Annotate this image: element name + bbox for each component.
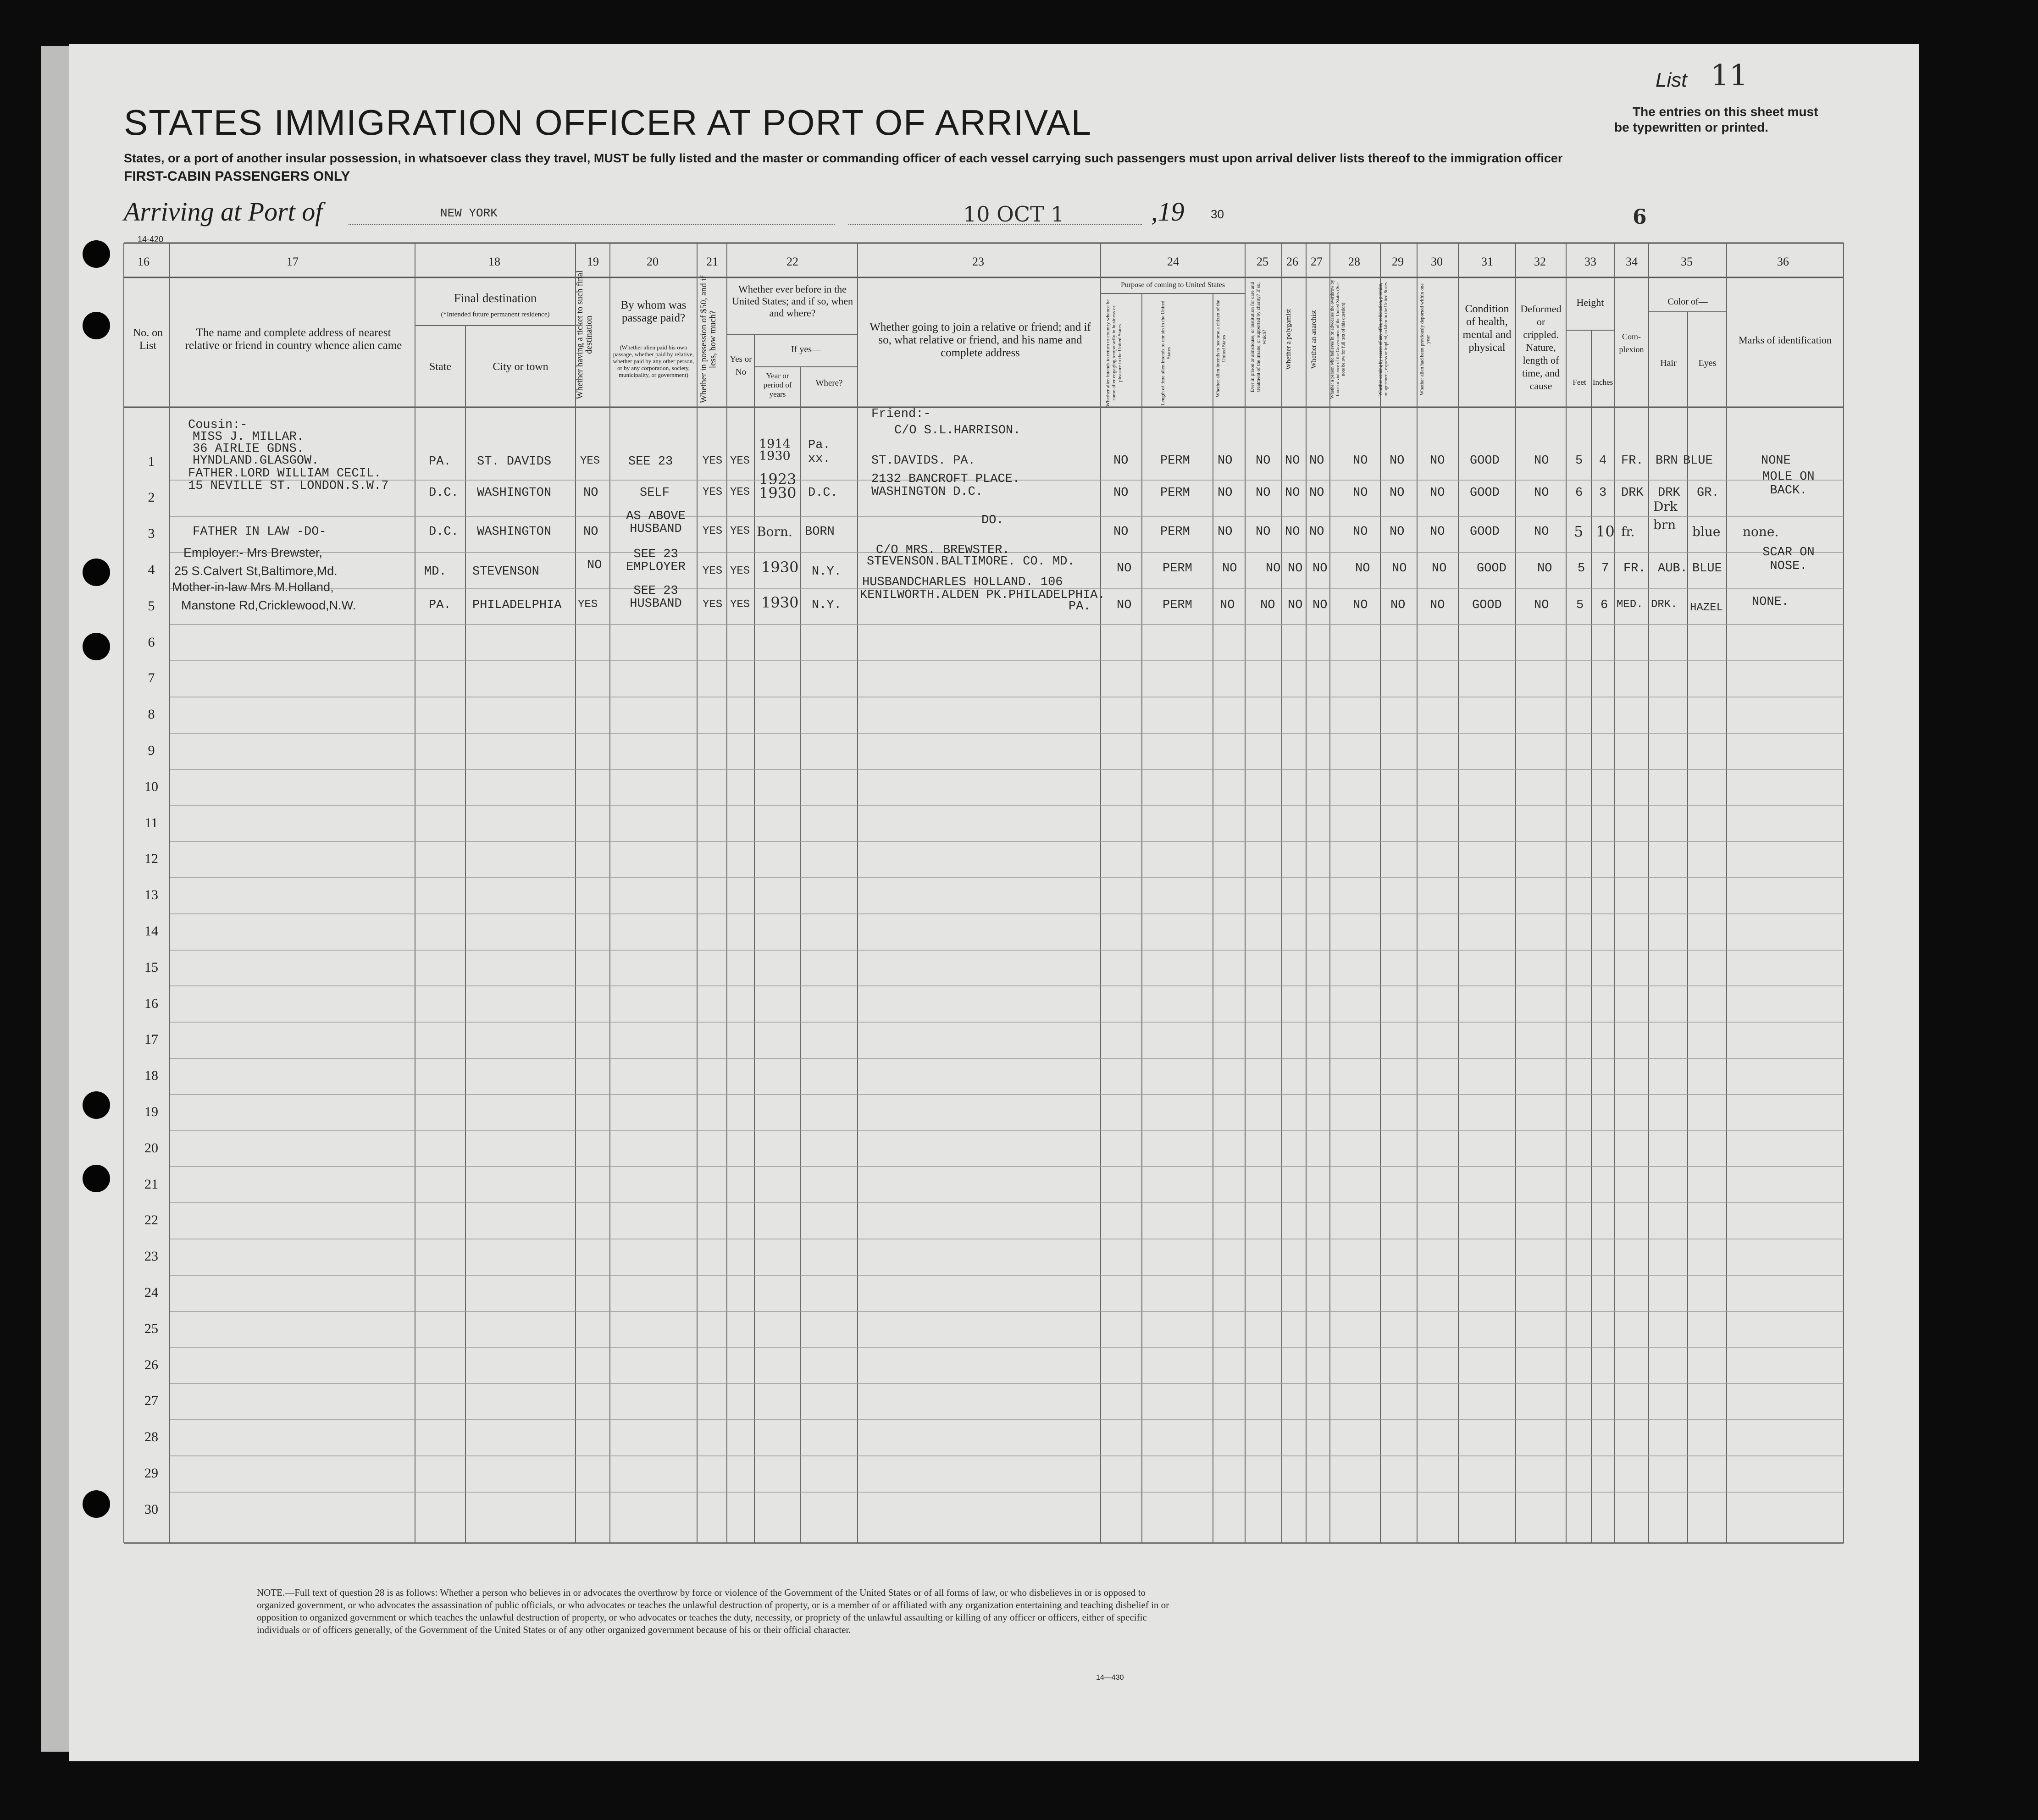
- entry-2-relative-line: FATHER.LORD WILLIAM CECIL.: [188, 467, 382, 481]
- row-number: 28: [144, 1429, 158, 1444]
- column-number: 25: [1257, 255, 1268, 268]
- entry-2-before: YES: [730, 486, 750, 498]
- entry-1-eyes: BLUE: [1683, 454, 1713, 468]
- entry-3-length: PERM: [1160, 525, 1190, 539]
- entry-4-prison: NO: [1266, 562, 1281, 575]
- entry-4-complexion: FR.: [1623, 562, 1646, 575]
- entry-3-relative-line: FATHER IN LAW -DO-: [193, 525, 327, 539]
- entry-1-city: ST. DAVIDS: [477, 455, 552, 469]
- column-number: 32: [1534, 255, 1546, 268]
- entry-3-polygamist: NO: [1285, 525, 1300, 539]
- column-number: 17: [287, 255, 299, 268]
- row-number: 9: [148, 743, 155, 758]
- entry-1-before: YES: [730, 455, 750, 467]
- row-number: 25: [144, 1321, 158, 1336]
- row-number: 15: [144, 960, 158, 975]
- column-number: 35: [1681, 255, 1693, 268]
- header-joining: Whether going to join a relative or friend; and if so, what relative or friend, and his name and complete address: [869, 321, 1091, 359]
- entry-4-anarchist: NO: [1313, 562, 1328, 575]
- header-complexion: Com-plexion: [1619, 332, 1644, 354]
- arrival-date: 10 OCT 1: [963, 202, 1064, 227]
- header-if-yes: If yes—: [791, 344, 821, 354]
- entry-1-complexion: FR.: [1621, 454, 1644, 468]
- entry-5-years: 1930: [761, 594, 799, 611]
- entry-2-deformed: NO: [1534, 486, 1549, 500]
- entry-5-citizen: NO: [1220, 598, 1235, 612]
- entry-4-joining-line: C/O MRS. BREWSTER.: [876, 543, 1010, 557]
- column-number: 26: [1286, 255, 1298, 268]
- entry-1-feet: 5: [1575, 454, 1583, 468]
- page-title: STATES IMMIGRATION OFFICER AT PORT OF ARRIVAL: [124, 102, 1092, 143]
- entry-5-city: PHILADELPHIA: [472, 598, 562, 612]
- row-number: 17: [144, 1032, 158, 1047]
- entry-5-ticket: YES: [578, 598, 598, 611]
- header-hair: Hair: [1660, 358, 1677, 368]
- column-number: 24: [1167, 255, 1179, 268]
- entry-1-deformed: NO: [1534, 454, 1549, 468]
- entry-4-inches: 7: [1601, 562, 1609, 575]
- column-number: 16: [138, 255, 150, 268]
- entry-2-state: D.C.: [429, 486, 459, 500]
- entry-2-marks: MOLE ON BACK.: [1762, 470, 1815, 498]
- entry-2-feet: 6: [1575, 486, 1583, 500]
- entry-4-years: 1930: [761, 559, 799, 576]
- column-number: 33: [1584, 255, 1596, 268]
- entry-1-deported: NO: [1430, 454, 1445, 468]
- entry-5-relative-line: Manstone Rd,Cricklewood,N.W.: [181, 598, 356, 612]
- entry-5-contract: NO: [1390, 598, 1406, 612]
- entry-3-deported: NO: [1430, 525, 1445, 539]
- entry-5-deported: NO: [1430, 598, 1445, 612]
- entry-5-hair: DRK.: [1651, 598, 1678, 611]
- corner-stamp: 14-420: [138, 235, 164, 244]
- entry-1-ticket: YES: [580, 455, 600, 467]
- header-final-destination: Final destination: [454, 291, 537, 305]
- row-number: 8: [148, 707, 155, 722]
- header-contract-labor: Whether coming by reason of any offer, solicitation, promise, or agreement, express or implied, to labor in the United States: [1378, 282, 1389, 397]
- class-label: FIRST-CABIN PASSENGERS ONLY: [124, 169, 350, 184]
- row-number: 13: [144, 887, 158, 902]
- header-where: Where?: [815, 378, 843, 388]
- entry-2-polygamist: NO: [1285, 486, 1300, 500]
- entry-4-health: GOOD: [1477, 562, 1506, 575]
- entry-4-polygamist: NO: [1288, 562, 1303, 575]
- header-eyes: Eyes: [1698, 358, 1717, 368]
- header-marks: Marks of identification: [1739, 334, 1832, 346]
- entry-3-joining-line: DO.: [981, 514, 1004, 527]
- entry-3-state: D.C.: [429, 525, 459, 539]
- entry-2-health: GOOD: [1470, 486, 1500, 500]
- column-number: 18: [488, 255, 500, 268]
- entry-3-prison: NO: [1256, 525, 1271, 539]
- row-number: 14: [144, 924, 158, 939]
- header-color-of: Color of—: [1667, 297, 1708, 307]
- row-number: 5: [148, 598, 155, 614]
- header-passage-paid: By whom was passage paid?: [620, 299, 687, 324]
- entry-1-joining-line: C/O S.L.HARRISON.: [894, 424, 1021, 437]
- entry-4-contract: NO: [1392, 562, 1407, 575]
- header-deformed: Deformed or crippled. Nature, length of time, and cause: [1520, 303, 1562, 392]
- entry-1-polygamist: NO: [1285, 454, 1300, 468]
- entry-3-inches: 10: [1596, 523, 1615, 540]
- column-number: 27: [1311, 255, 1323, 268]
- entry-1-return: NO: [1113, 454, 1129, 468]
- entry-2-prison: NO: [1256, 486, 1271, 500]
- entry-4-hair: AUB.: [1658, 562, 1688, 575]
- entry-4-feet: 5: [1578, 562, 1585, 575]
- entry-4-eyes: BLUE: [1692, 562, 1722, 575]
- entry-2-relative-line: 15 NEVILLE ST. LONDON.S.W.7: [188, 479, 389, 493]
- header-purpose-b: Length of time alien intends to remain in the United States: [1160, 300, 1172, 406]
- header-height: Height: [1576, 297, 1604, 308]
- entry-5-feet: 5: [1576, 598, 1584, 612]
- header-feet: Feet: [1573, 378, 1586, 387]
- header-purpose-a: Whether alien intends to return to country whence he came after engaging temporarily in business or pleasure in the United States: [1105, 299, 1123, 407]
- typed-notice-2: be typewritten or printed.: [1614, 120, 1769, 134]
- column-number: 21: [706, 255, 718, 268]
- entry-3-citizen: NO: [1218, 525, 1233, 539]
- entry-4-deformed: NO: [1537, 562, 1552, 575]
- entry-1-hair: BRN: [1656, 454, 1678, 468]
- typed-notice-1: The entries on this sheet must: [1633, 105, 1818, 119]
- header-purpose: Purpose of coming to United States: [1120, 281, 1225, 289]
- entry-2-ticket: NO: [583, 486, 598, 500]
- entry-4-before: YES: [730, 565, 750, 577]
- entry-2-complexion: DRK: [1621, 486, 1644, 500]
- header-overthrow: Whether a person who believes in or advocates the overthrow by force or violence of the Government of the United States (See note below for full text of this question): [1330, 280, 1346, 399]
- column-number: 30: [1431, 255, 1443, 268]
- column-number: 28: [1348, 255, 1360, 268]
- entry-2-has50: YES: [703, 486, 723, 498]
- row-number: 7: [148, 670, 155, 686]
- entry-5-inches: 6: [1600, 598, 1608, 612]
- entry-1-marks: NONE: [1761, 454, 1791, 468]
- entry-5-polygamist: NO: [1288, 598, 1303, 612]
- column-number: 31: [1481, 255, 1493, 268]
- row-number: 24: [144, 1285, 158, 1300]
- footer-note: NOTE.—Full text of question 28 is as follows: Whether a person who believes in or advocates the overthrow by force or violence of the Government of the United States or of all forms of law, or who disbelieves in or is opposed to organized government, or who advocates the assassination of public officials, or who advocates or teaches the unlawful destruction of property, or is a member of or affiliated with any organization entertaining and teaching disbelief in or opposition to organized government or which teaches the unlawful destruction of property, or who advocates or teaches the duty, necessity, or propriety of the unlawful assaulting or killing of any officer or officers, either of specific individuals or of officers generally, of the Government of the United States or of any other organized government because of his or their official character.: [257, 1587, 1169, 1635]
- header-polygamist: Whether a polygamist: [1285, 309, 1292, 370]
- header-passage-note: (Whether alien paid his own passage, whether paid by relative, whether paid by any other person, or by any corporation, society, municipality, or government): [613, 344, 694, 378]
- header-purpose-c: Whether alien intends to become a citizen of the United States: [1215, 299, 1227, 398]
- entry-4-city: STEVENSON: [472, 565, 539, 579]
- entry-2-contract: NO: [1390, 486, 1405, 500]
- row-number: 21: [144, 1177, 158, 1192]
- entry-3-deformed: NO: [1534, 525, 1549, 539]
- entry-2-city: WASHINGTON: [477, 486, 552, 500]
- entry-2-years: 1923 1930: [759, 470, 797, 502]
- entry-5-marks: NONE.: [1752, 595, 1789, 609]
- row-number: 30: [144, 1502, 158, 1517]
- entry-3-eyes: blue: [1692, 524, 1721, 539]
- entry-5-joining-line: HUSBANDCHARLES HOLLAND. 106: [862, 575, 1063, 589]
- header-year-period: Year or period of years: [763, 371, 792, 398]
- column-number: 22: [786, 255, 798, 268]
- entry-1-inches: 4: [1599, 454, 1607, 468]
- row-number: 12: [144, 851, 158, 866]
- sheet-number: 6: [1633, 205, 1647, 229]
- column-number: 29: [1392, 255, 1404, 268]
- row-number: 3: [148, 526, 155, 541]
- entry-5-has50: YES: [703, 598, 723, 611]
- entry-5-deformed: NO: [1534, 598, 1549, 612]
- entry-5-eyes: HAZEL: [1690, 602, 1723, 614]
- entry-5-state: PA.: [429, 598, 451, 612]
- header-nearest-relative: The name and complete address of nearest relative or friend in country whence alien came: [185, 326, 402, 352]
- entry-4-relative-line: Employer:- Mrs Brewster,: [183, 546, 323, 559]
- header-ticket: Whether having a ticket to such final destination: [575, 270, 594, 399]
- entry-4-relative-line: 25 S.Calvert St,Baltimore,Md.: [174, 564, 338, 578]
- header-city: City or town: [493, 361, 548, 373]
- row-number: 2: [148, 490, 155, 505]
- row-number: 29: [144, 1466, 158, 1481]
- column-number: 36: [1777, 255, 1789, 268]
- column-number: 23: [972, 255, 984, 268]
- entry-2-deported: NO: [1430, 486, 1445, 500]
- entry-5-anarchist: NO: [1313, 598, 1328, 612]
- entry-5-joining-line: PA.: [1069, 600, 1091, 614]
- row-number: 18: [144, 1068, 158, 1083]
- entry-4-citizen: NO: [1222, 562, 1237, 575]
- entry-2-return: NO: [1113, 486, 1129, 500]
- header-anarchist: Whether an anarchist: [1310, 310, 1318, 369]
- entry-1-paid: SEE 23: [628, 455, 673, 469]
- arriving-label: Arriving at Port of: [124, 197, 323, 227]
- entry-3-paid: AS ABOVE HUSBAND: [626, 509, 686, 536]
- entry-5-prison: NO: [1260, 598, 1275, 612]
- entry-1-state: PA.: [429, 455, 451, 469]
- entry-5-relative-line: Mother-in-law Mrs M.Holland,: [172, 580, 334, 594]
- entry-4-has50: YES: [703, 565, 723, 577]
- entry-1-relative-line: Cousin:-: [188, 418, 248, 432]
- entry-3-contract: NO: [1390, 525, 1405, 539]
- header-prison: Ever in prison or almshouse, or institution for care and treatment of the insane, or supported by charity? If so, which?: [1250, 282, 1267, 393]
- entry-2-joining-line: WASHINGTON D.C.: [871, 485, 983, 499]
- entry-4-return: NO: [1117, 562, 1132, 575]
- column-number: 19: [587, 255, 599, 268]
- entry-3-has50: YES: [703, 525, 723, 537]
- entry-3-marks: none.: [1743, 524, 1779, 539]
- list-label: List: [1656, 69, 1687, 91]
- entry-2-anarchist: NO: [1309, 486, 1324, 500]
- entry-3-years: Born.: [757, 524, 792, 539]
- entry-3-health: GOOD: [1470, 525, 1500, 539]
- entry-1-overthrow: NO: [1353, 454, 1368, 468]
- port-value: NEW YORK: [440, 206, 498, 220]
- list-number: 11: [1711, 59, 1748, 93]
- entry-4-deported: NO: [1432, 562, 1447, 575]
- row-number: 11: [144, 815, 158, 830]
- entry-3-overthrow: NO: [1353, 525, 1368, 539]
- entry-2-paid: SELF: [640, 486, 670, 500]
- entry-2-overthrow: NO: [1353, 486, 1368, 500]
- entry-1-joining-line: Friend:-: [871, 407, 931, 421]
- entry-3-before: YES: [730, 525, 750, 537]
- row-number: 16: [144, 996, 158, 1011]
- entry-5-paid: SEE 23 HUSBAND: [630, 584, 682, 611]
- entry-3-complexion: fr.: [1621, 524, 1635, 539]
- column-number: 34: [1626, 255, 1638, 268]
- row-number: 27: [144, 1393, 158, 1408]
- row-number: 26: [144, 1357, 158, 1372]
- entry-2-length: PERM: [1160, 486, 1190, 500]
- entry-4-state: MD.: [424, 565, 447, 579]
- entry-3-where: BORN: [805, 525, 835, 539]
- entry-3-anarchist: NO: [1309, 525, 1324, 539]
- entry-4-overthrow: NO: [1355, 562, 1370, 575]
- entry-1-prison: NO: [1256, 454, 1271, 468]
- row-number: 6: [148, 635, 155, 650]
- entry-1-relative-line: MISS J. MILLAR.: [193, 430, 305, 444]
- header-deported: Whether alien had been previously deported within one year: [1419, 283, 1431, 396]
- header-health: Condition of health, mental and physical: [1462, 303, 1512, 354]
- entry-1-joining-line: ST.DAVIDS. PA.: [871, 454, 975, 468]
- entry-4-ticket: NO: [587, 559, 602, 572]
- row-number: 4: [148, 562, 155, 577]
- header-yes-no: Yes or No: [730, 354, 752, 377]
- entry-3-return: NO: [1113, 525, 1129, 539]
- entry-5-length: PERM: [1163, 598, 1192, 612]
- entry-1-contract: NO: [1390, 454, 1405, 468]
- form-number: 14—430: [1096, 1674, 1124, 1682]
- header-final-destination-note: (*Intended future permanent residence): [441, 311, 550, 318]
- header-state: State: [429, 361, 451, 373]
- entry-2-inches: 3: [1599, 486, 1607, 500]
- year-prefix: ,19: [1151, 197, 1185, 227]
- entry-3-city: WASHINGTON: [477, 525, 552, 539]
- entry-3-hair: Drk brn: [1653, 499, 1678, 532]
- row-number: 22: [144, 1212, 158, 1228]
- entry-5-health: GOOD: [1472, 598, 1502, 612]
- entry-4-joining-line: STEVENSON.BALTIMORE. CO. MD.: [867, 555, 1075, 569]
- entry-5-where: N.Y.: [812, 598, 842, 612]
- header-no-on-list: No. on List: [133, 327, 163, 352]
- entry-1-anarchist: NO: [1309, 454, 1324, 468]
- row-number: 23: [144, 1249, 158, 1264]
- row-number: 19: [144, 1104, 158, 1119]
- entry-1-relative-line: HYNDLAND.GLASGOW.: [193, 454, 319, 468]
- entry-5-joining-line: KENILWORTH.ALDEN PK.PHILADELPHIA.: [860, 588, 1105, 602]
- entry-2-hair: DRK: [1658, 486, 1680, 500]
- entry-1-length: PERM: [1160, 454, 1190, 468]
- entry-1-years: 1914 1930: [759, 437, 791, 463]
- header-possession-50: Whether in possession of $50, and if less, how much?: [699, 275, 718, 404]
- entry-4-length: PERM: [1163, 562, 1192, 575]
- entry-4-where: N.Y.: [812, 565, 842, 579]
- header-ever-before: Whether ever before in the United States; and if so, when and where?: [732, 283, 853, 319]
- row-number: 1: [148, 454, 155, 469]
- entry-1-relative-line: 36 AIRLIE GDNS.: [193, 442, 305, 456]
- entry-2-citizen: NO: [1218, 486, 1233, 500]
- entry-1-citizen: NO: [1218, 454, 1233, 468]
- row-number: 10: [144, 779, 158, 794]
- entry-2-joining-line: 2132 BANCROFT PLACE.: [871, 472, 1020, 486]
- entry-5-overthrow: NO: [1353, 598, 1368, 612]
- entry-2-where: D.C.: [808, 486, 838, 500]
- entry-5-before: YES: [730, 598, 750, 611]
- row-number: 20: [144, 1140, 158, 1156]
- entry-4-paid: SEE 23 EMPLOYER: [626, 548, 686, 574]
- entry-3-feet: 5: [1574, 523, 1584, 540]
- entry-1-health: GOOD: [1470, 454, 1500, 468]
- entry-5-complexion: MED.: [1617, 598, 1643, 611]
- entry-2-eyes: GR.: [1697, 486, 1719, 500]
- entry-3-ticket: NO: [583, 525, 598, 539]
- column-number: 20: [647, 255, 659, 268]
- year-suffix: 30: [1211, 207, 1224, 221]
- entry-1-has50: YES: [703, 455, 723, 467]
- entry-1-where: Pa. xx.: [808, 438, 831, 466]
- header-inches: Inches: [1592, 378, 1613, 387]
- entry-4-marks: SCAR ON NOSE.: [1762, 546, 1815, 573]
- entry-5-return: NO: [1117, 598, 1132, 612]
- header-subtitle: States, or a port of another insular possession, in whatsoever class they travel, MUST be fully listed and the master or commanding officer of each vessel carrying such passengers must upon arrival deliver lists thereof to the immigration officer: [124, 151, 1563, 165]
